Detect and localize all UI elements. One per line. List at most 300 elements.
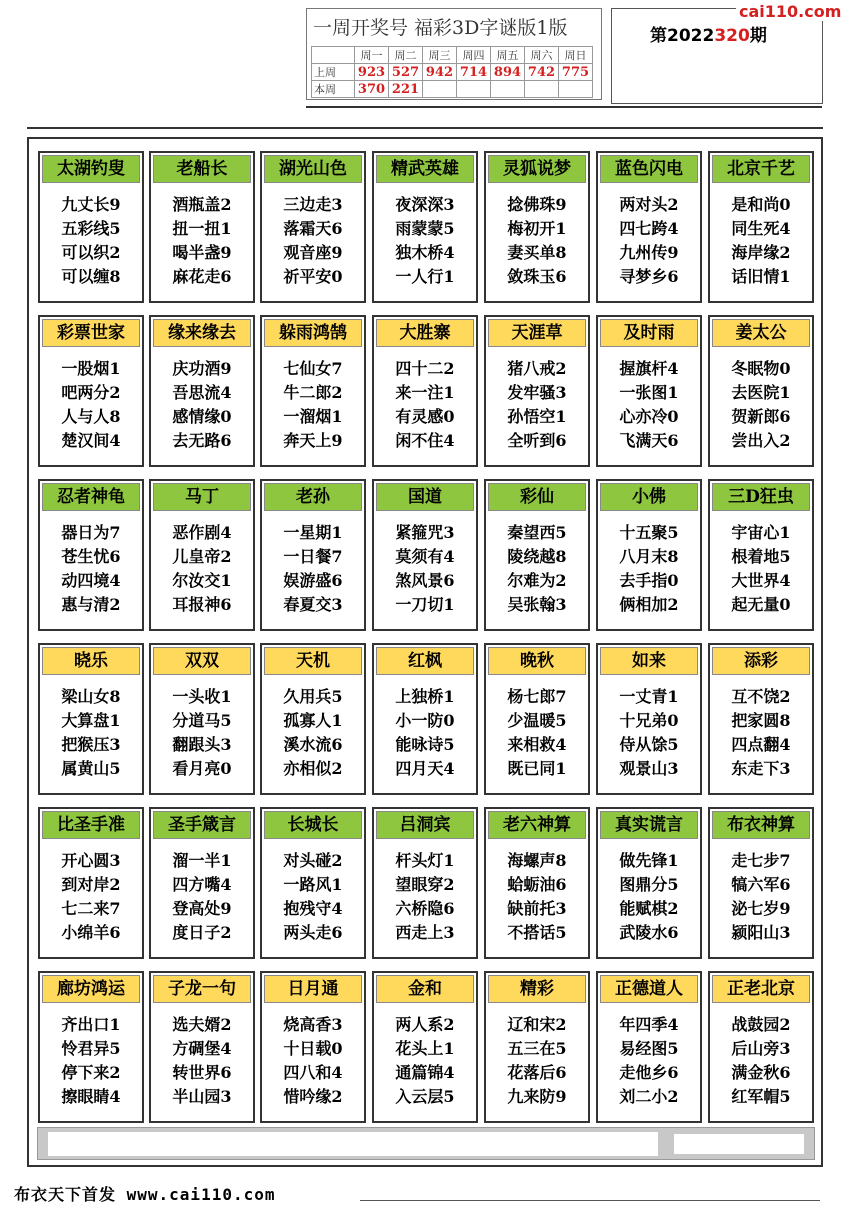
card-lines [40,849,142,945]
riddle-line: 敛珠玉6 [507,267,567,286]
card-lines [598,193,700,289]
riddle-line: 属黄山5 [61,759,121,778]
card-lines [262,521,364,617]
last-week-number: 923 [355,64,389,81]
riddle-line: 满金秋6 [731,1063,791,1082]
riddle-line: 两对头2 [619,195,679,214]
riddle-line: 十兄弟0 [619,711,679,730]
card-title: 老船长 [153,155,251,183]
riddle-line: 一路风1 [283,875,343,894]
card-lines [151,849,253,945]
riddle-line: 去医院1 [731,383,791,402]
riddle-line: 扭一扭1 [172,219,232,238]
card-title: 双双 [153,647,251,675]
card-lines [262,357,364,453]
riddle-line: 八月末8 [619,547,679,566]
card-lines [151,357,253,453]
riddle-line: 把猴压3 [61,735,121,754]
riddle-card [372,807,478,959]
riddle-card [596,643,702,795]
card-title: 廊坊鸿运 [42,975,140,1003]
card-title: 红枫 [376,647,474,675]
riddle-line: 两人系2 [395,1015,455,1034]
riddle-line: 到对岸2 [61,875,121,894]
riddle-line: 梁山女8 [61,687,121,706]
riddle-line: 心亦冷0 [619,407,679,426]
card-lines [486,849,588,945]
riddle-line: 喝半盏9 [172,243,232,262]
riddle-line: 一股烟1 [61,359,121,378]
riddle-line: 宇宙心1 [731,523,791,542]
riddle-line: 战鼓园2 [731,1015,791,1034]
riddle-card [38,807,144,959]
this-week-number: 370 [355,81,389,98]
riddle-line: 红军帽5 [731,1087,791,1106]
card-title: 国道 [376,483,474,511]
last-week-number: 742 [525,64,559,81]
card-lines [598,357,700,453]
riddle-line: 上独桥1 [395,687,455,706]
riddle-line: 大世界4 [731,571,791,590]
this-week-number [457,81,491,98]
card-title: 正德道人 [600,975,698,1003]
card-lines [262,849,364,945]
card-title: 灵狐说梦 [488,155,586,183]
riddle-card [260,643,366,795]
card-lines [262,1013,364,1109]
riddle-line: 缺前托3 [507,899,567,918]
riddle-line: 来相救4 [507,735,567,754]
riddle-line: 四十二2 [395,359,455,378]
riddle-line: 是和尚0 [731,195,791,214]
riddle-line: 抱残守4 [283,899,343,918]
card-title: 子龙一句 [153,975,251,1003]
riddle-line: 颍阳山3 [731,923,791,942]
riddle-card [149,479,255,631]
riddle-line: 既已同1 [507,759,567,778]
card-title: 吕洞宾 [376,811,474,839]
riddle-line: 开心圆3 [61,851,121,870]
riddle-line: 久用兵5 [283,687,343,706]
card-title: 大胜寨 [376,319,474,347]
riddle-card [372,971,478,1123]
riddle-line: 通篇锦4 [395,1063,455,1082]
day-label: 周一 [355,47,389,64]
riddle-line: 煞风景6 [395,571,455,590]
card-title: 马丁 [153,483,251,511]
riddle-line: 杆头灯1 [395,851,455,870]
riddle-line: 后山旁3 [731,1039,791,1058]
last-week-label: 上周 [312,64,355,81]
riddle-line: 烧高香3 [283,1015,343,1034]
riddle-line: 怜君异5 [61,1039,121,1058]
riddle-line: 莫须有4 [395,547,455,566]
riddle-line: 半山园3 [172,1087,232,1106]
riddle-card [708,971,814,1123]
card-lines [40,193,142,289]
card-lines [598,521,700,617]
card-lines [486,193,588,289]
riddle-line: 感情缘0 [172,407,232,426]
day-label: 周四 [457,47,491,64]
riddle-line: 一头收1 [172,687,232,706]
issue-box [611,8,823,104]
card-title: 忍者神龟 [42,483,140,511]
riddle-line: 全听到6 [507,431,567,450]
riddle-card [484,807,590,959]
riddle-line: 花落后6 [507,1063,567,1082]
riddle-line: 三边走3 [283,195,343,214]
card-lines [598,685,700,781]
riddle-card [708,643,814,795]
riddle-line: 武陵水6 [619,923,679,942]
riddle-card [372,643,478,795]
riddle-line: 少温暖5 [507,711,567,730]
riddle-line: 有灵感0 [395,407,455,426]
card-title: 日月通 [264,975,362,1003]
card-lines [486,521,588,617]
site-logo: cai110.com [736,2,844,21]
riddle-line: 溪水流6 [283,735,343,754]
riddle-line: 四方嘴4 [172,875,232,894]
riddle-line: 辽和宋2 [507,1015,567,1034]
riddle-card [38,971,144,1123]
card-lines [40,685,142,781]
card-lines [710,193,812,289]
riddle-line: 握旗杆4 [619,359,679,378]
card-title: 蓝色闪电 [600,155,698,183]
riddle-line: 麻花走6 [172,267,232,286]
riddle-card [149,971,255,1123]
riddle-line: 陵绕越8 [507,547,567,566]
riddle-card [708,479,814,631]
card-lines [374,193,476,289]
riddle-line: 登高处9 [172,899,232,918]
riddle-line: 一日餐7 [283,547,343,566]
riddle-line: 能咏诗5 [395,735,455,754]
card-title: 添彩 [712,647,810,675]
riddle-line: 把家圆8 [731,711,791,730]
card-lines [374,521,476,617]
card-title: 缘来缘去 [153,319,251,347]
riddle-line: 妻买单8 [507,243,567,262]
last-week-number: 775 [559,64,593,81]
this-week-number [491,81,525,98]
riddle-line: 停下来2 [61,1063,121,1082]
riddle-line: 一张图1 [619,383,679,402]
riddle-line: 寻梦乡6 [619,267,679,286]
riddle-card [38,151,144,303]
riddle-line: 惜吟缘2 [283,1087,343,1106]
card-lines [151,193,253,289]
riddle-line: 去无路6 [172,431,232,450]
card-title: 比圣手准 [42,811,140,839]
riddle-line: 娱游盛6 [283,571,343,590]
riddle-card [708,151,814,303]
card-title: 及时雨 [600,319,698,347]
riddle-line: 不搭话5 [507,923,567,942]
riddle-line: 恶作剧4 [172,523,232,542]
last-week-number: 714 [457,64,491,81]
riddle-card [149,151,255,303]
riddle-line: 大算盘1 [61,711,121,730]
card-title: 圣手箴言 [153,811,251,839]
card-lines [262,685,364,781]
riddle-card [260,315,366,467]
riddle-line: 七二来7 [61,899,121,918]
riddle-line: 可以织2 [61,243,121,262]
card-lines [374,685,476,781]
riddle-line: 易经图5 [619,1039,679,1058]
riddle-line: 来一注1 [395,383,455,402]
card-lines [710,1013,812,1109]
card-title: 三D狂虫 [712,483,810,511]
card-title: 正老北京 [712,975,810,1003]
riddle-line: 十日载0 [283,1039,343,1058]
card-title: 晚秋 [488,647,586,675]
riddle-line: 六桥隐6 [395,899,455,918]
riddle-line: 走他乡6 [619,1063,679,1082]
card-lines [374,849,476,945]
riddle-line: 儿皇帝2 [172,547,232,566]
riddle-line: 亦相似2 [283,759,343,778]
card-lines [710,357,812,453]
riddle-line: 落霜天6 [283,219,343,238]
draw-results-title: 一周开奖号 福彩3D字谜版1版 [313,17,568,39]
card-title: 布衣神算 [712,811,810,839]
riddle-line: 五三在5 [507,1039,567,1058]
day-label: 周三 [423,47,457,64]
riddle-line: 观音座9 [283,243,343,262]
riddle-line: 吾思流4 [172,383,232,402]
riddle-line: 泌七岁9 [731,899,791,918]
this-week-number [559,81,593,98]
riddle-line: 望眼穿2 [395,875,455,894]
this-week-number [423,81,457,98]
riddle-line: 刘二小2 [619,1087,679,1106]
riddle-board [27,137,823,1167]
card-title: 老六神算 [488,811,586,839]
riddle-line: 飞满天6 [619,431,679,450]
riddle-card [372,151,478,303]
riddle-line: 捻佛珠9 [507,195,567,214]
card-title: 彩票世家 [42,319,140,347]
riddle-line: 一刀切1 [395,595,455,614]
riddle-card [372,479,478,631]
card-title: 太湖钓叟 [42,155,140,183]
riddle-line: 酒瓶盖2 [172,195,232,214]
riddle-line: 猪八戒2 [507,359,567,378]
riddle-line: 春夏交3 [283,595,343,614]
riddle-line: 齐出口1 [61,1015,121,1034]
riddle-line: 尔汝交1 [172,571,232,590]
riddle-line: 动四境4 [61,571,121,590]
card-lines [374,357,476,453]
riddle-line: 五彩线5 [61,219,121,238]
card-title: 湖光山色 [264,155,362,183]
riddle-card [484,643,590,795]
riddle-line: 同生死4 [731,219,791,238]
riddle-line: 图鼎分5 [619,875,679,894]
card-lines [710,521,812,617]
riddle-line: 海螺声8 [507,851,567,870]
last-week-number: 527 [389,64,423,81]
riddle-line: 去手指0 [619,571,679,590]
riddle-card [596,151,702,303]
card-lines [598,1013,700,1109]
riddle-line: 观景山3 [619,759,679,778]
riddle-line: 雨蒙蒙5 [395,219,455,238]
riddle-line: 走七步7 [731,851,791,870]
riddle-card [484,479,590,631]
riddle-line: 花头上1 [395,1039,455,1058]
riddle-line: 选夫婿2 [172,1015,232,1034]
riddle-line: 庆功酒9 [172,359,232,378]
riddle-line: 苍生忧6 [61,547,121,566]
card-lines [151,1013,253,1109]
riddle-line: 蛤蛎油6 [507,875,567,894]
divider [360,1200,820,1201]
riddle-line: 祈平安0 [283,267,343,286]
card-lines [40,521,142,617]
riddle-line: 牛二郎2 [283,383,343,402]
riddle-card [372,315,478,467]
riddle-line: 楚汉间4 [61,431,121,450]
riddle-card [149,643,255,795]
card-lines [151,521,253,617]
card-title: 真实谎言 [600,811,698,839]
riddle-line: 侍从馀5 [619,735,679,754]
riddle-card [149,807,255,959]
riddle-line: 翻跟头3 [172,735,232,754]
riddle-card [149,315,255,467]
riddle-card [708,315,814,467]
riddle-line: 器日为7 [61,523,121,542]
card-lines [710,849,812,945]
card-title: 彩仙 [488,483,586,511]
riddle-line: 一人行1 [395,267,455,286]
riddle-line: 小一防0 [395,711,455,730]
riddle-line: 贺新郎6 [731,407,791,426]
riddle-line: 海岸缘2 [731,243,791,262]
card-lines [486,685,588,781]
card-lines [486,357,588,453]
riddle-line: 七仙女7 [283,359,343,378]
riddle-line: 尝出入2 [731,431,791,450]
riddle-line: 擦眼睛4 [61,1087,121,1106]
riddle-card [484,151,590,303]
card-title: 躲雨鸿鹄 [264,319,362,347]
card-title: 金和 [376,975,474,1003]
riddle-line: 东走下3 [731,759,791,778]
riddle-line: 尔难为2 [507,571,567,590]
card-title: 天机 [264,647,362,675]
day-label: 周五 [491,47,525,64]
riddle-line: 紧箍咒3 [395,523,455,542]
day-label: 周二 [389,47,423,64]
riddle-line: 杨七郎7 [507,687,567,706]
riddle-line: 互不饶2 [731,687,791,706]
riddle-line: 四八和4 [283,1063,343,1082]
riddle-line: 耳报神6 [172,595,232,614]
card-title: 如来 [600,647,698,675]
draw-results-table [306,8,602,100]
card-title: 天涯草 [488,319,586,347]
riddle-line: 入云层5 [395,1087,455,1106]
riddle-line: 独木桥4 [395,243,455,262]
card-lines [374,1013,476,1109]
card-lines [262,193,364,289]
riddle-card [38,315,144,467]
riddle-card [38,479,144,631]
riddle-line: 俩相加2 [619,595,679,614]
riddle-card [484,971,590,1123]
riddle-line: 冬眠物0 [731,359,791,378]
issue-number: 第2022320期 [650,26,767,46]
divider [27,127,823,129]
day-label: 周日 [559,47,593,64]
riddle-card [260,151,366,303]
riddle-line: 吧两分2 [61,383,121,402]
card-title: 精彩 [488,975,586,1003]
riddle-line: 发牢骚3 [507,383,567,402]
riddle-line: 闲不住4 [395,431,455,450]
riddle-line: 转世界6 [172,1063,232,1082]
card-title: 晓乐 [42,647,140,675]
riddle-card [260,807,366,959]
last-week-number: 894 [491,64,525,81]
card-title: 北京千艺 [712,155,810,183]
card-title: 老孙 [264,483,362,511]
footer-text: 布衣天下首发 www.cai110.com [14,1185,276,1204]
riddle-line: 一丈青1 [619,687,679,706]
riddle-line: 四点翻4 [731,735,791,754]
riddle-line: 做先锋1 [619,851,679,870]
riddle-line: 话旧情1 [731,267,791,286]
riddle-line: 四月天4 [395,759,455,778]
riddle-line: 可以缠8 [61,267,121,286]
riddle-line: 两头走6 [283,923,343,942]
card-lines [486,1013,588,1109]
riddle-card [596,971,702,1123]
card-lines [710,685,812,781]
riddle-line: 溜一半1 [172,851,232,870]
riddle-line: 一星期1 [283,523,343,542]
riddle-card [708,807,814,959]
riddle-line: 夜深深3 [395,195,455,214]
riddle-line: 分道马5 [172,711,232,730]
riddle-line: 九丈长9 [61,195,121,214]
riddle-line: 惠与清2 [61,595,121,614]
riddle-card [596,315,702,467]
card-title: 精武英雄 [376,155,474,183]
riddle-line: 奔天上9 [283,431,343,450]
riddle-card [38,643,144,795]
card-lines [40,1013,142,1109]
riddle-line: 起无量0 [731,595,791,614]
riddle-line: 一溜烟1 [283,407,343,426]
riddle-line: 孙悟空1 [507,407,567,426]
draw-results-grid [311,46,593,98]
riddle-line: 西走上3 [395,923,455,942]
riddle-line: 吴张翰3 [507,595,567,614]
riddle-line: 秦望西5 [507,523,567,542]
card-lines [151,685,253,781]
divider [306,106,822,108]
riddle-line: 方碉堡4 [172,1039,232,1058]
day-label: 周六 [525,47,559,64]
riddle-line: 九州传9 [619,243,679,262]
